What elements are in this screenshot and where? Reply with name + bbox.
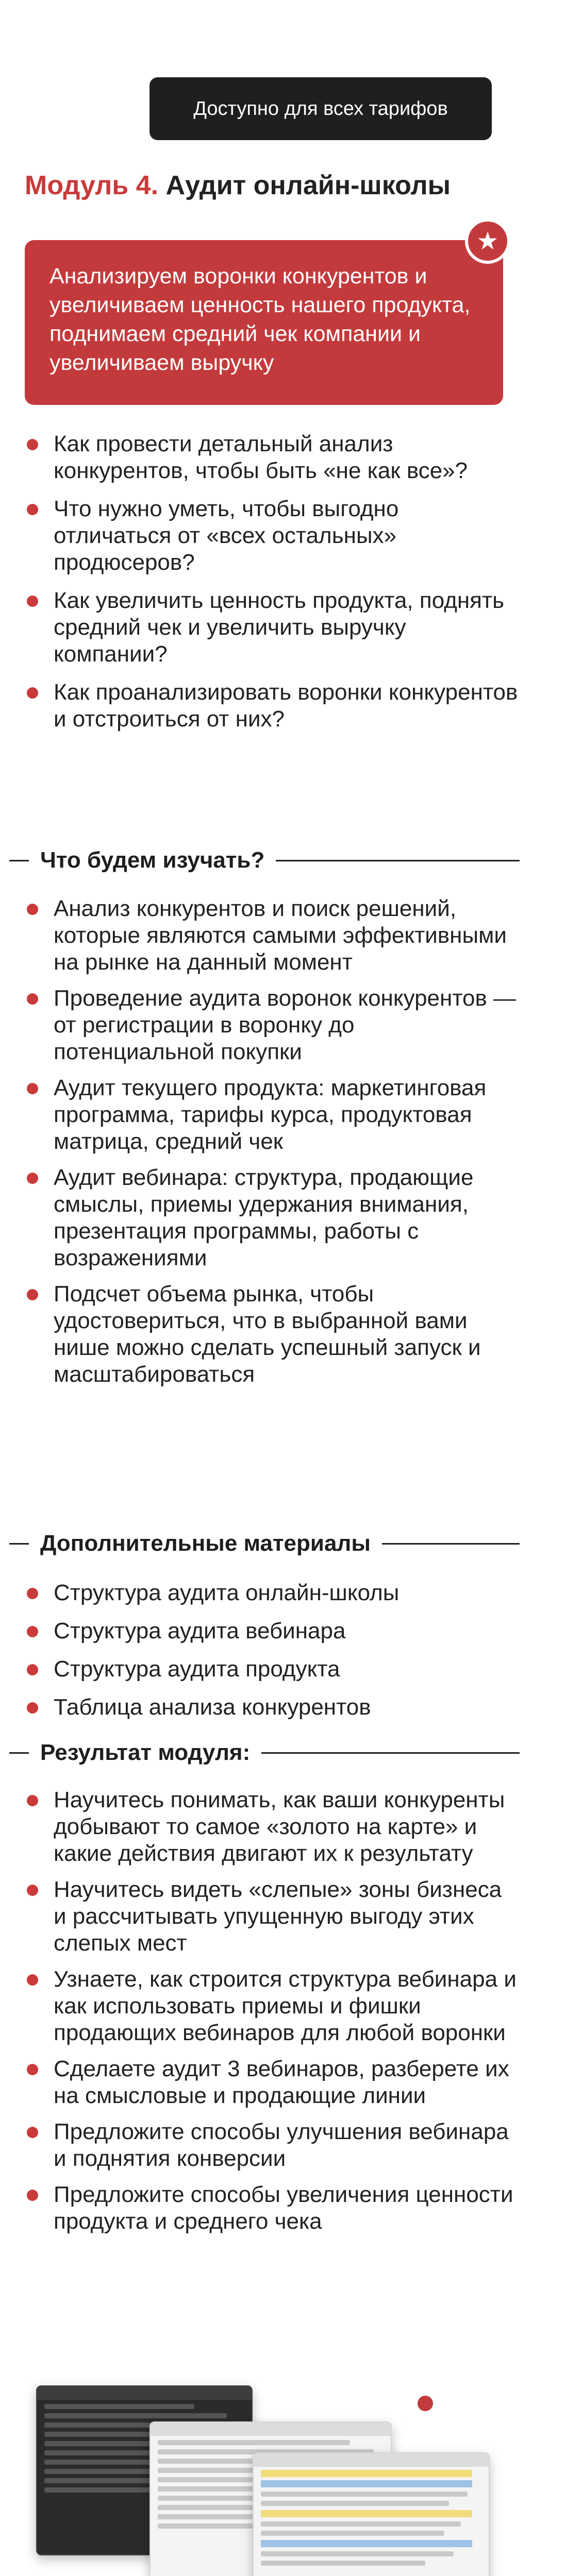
bullet-icon [27, 1588, 38, 1599]
module-name: Аудит онлайн-школы [165, 171, 451, 200]
section-heading-materials [9, 1528, 520, 1559]
bullet-icon [27, 1664, 38, 1675]
list-item: Научитесь видеть «слепые» зоны бизнеса и рассчитывать упущенную выгоду этих слепых мест [25, 1876, 520, 1957]
bullet-icon [27, 504, 38, 515]
table-preview [253, 2452, 490, 2576]
list-item: Структура аудита вебинара [25, 1618, 520, 1645]
module-summary-text: Анализируем воронки конкурентов и увеличиваем ценность нашего продукта, поднимаем средний чек компании и увеличиваем выручку [49, 264, 471, 375]
list-item: Узнаете, как строится структура вебинара и как использовать приемы и фишки продающих вебинаров для любой воронки [25, 1966, 520, 2046]
bullet-icon [27, 1702, 38, 1714]
divider [382, 1543, 520, 1545]
bullet-icon [27, 2064, 38, 2075]
list-item: Предложите способы улучшения вебинара и поднятия конверсии [25, 2119, 520, 2172]
section-heading-result [9, 1737, 520, 1768]
star-icon: ★ [465, 218, 510, 264]
divider [261, 1752, 520, 1754]
list-item: Таблица анализа конкурентов [25, 1694, 520, 1721]
bullet-icon [27, 1173, 38, 1184]
materials-preview-illustration [36, 2375, 500, 2576]
list-item: Структура аудита продукта [25, 1656, 520, 1683]
section-title: Дополнительные материалы [40, 1531, 371, 1556]
questions-list [25, 431, 520, 733]
divider [9, 860, 29, 861]
list-item: Сделаете аудит 3 вебинаров, разберете их на смысловые и продающие линии [25, 2056, 520, 2109]
bullet-icon [27, 2127, 38, 2138]
list-item: Подсчет объема рынка, чтобы удостовериться, что в выбранной вами нише можно сделать успешный запуск и масштабироваться [25, 1281, 520, 1388]
bullet-icon [27, 2190, 38, 2201]
bullet-icon [27, 596, 38, 607]
materials-list [25, 1580, 520, 1721]
section-heading-study [9, 845, 520, 876]
module-title [25, 170, 451, 201]
list-item: Как проанализировать воронки конкурентов и отстроиться от них? [25, 679, 520, 733]
result-list [25, 1787, 520, 2235]
bullet-icon [27, 1083, 38, 1094]
bullet-icon [27, 1795, 38, 1806]
list-item: Анализ конкурентов и поиск решений, которые являются самыми эффективными на рынке на данный момент [25, 895, 520, 976]
bullet-icon [27, 904, 38, 915]
divider [9, 1752, 29, 1754]
list-item: Проведение аудита воронок конкурентов — от регистрации в воронку до потенциальной покупки [25, 985, 520, 1065]
list-item: Как увеличить ценность продукта, поднять средний чек и увеличить выручку компании? [25, 587, 520, 668]
bullet-icon [27, 687, 38, 699]
list-item: Научитесь понимать, как ваши конкуренты добывают то самое «золото на карте» и какие действия двигают их к результату [25, 1787, 520, 1867]
bullet-icon [27, 1885, 38, 1896]
section-title: Что будем изучать? [40, 848, 265, 873]
list-item: Аудит текущего продукта: маркетинговая программа, тарифы курса, продуктовая матрица, средний чек [25, 1075, 520, 1155]
bullet-icon [27, 439, 38, 450]
list-item: Что нужно уметь, чтобы выгодно отличаться от «всех остальных» продюсеров? [25, 496, 520, 576]
list-item: Структура аудита онлайн-школы [25, 1580, 520, 1606]
bullet-icon [27, 1974, 38, 1986]
section-title: Результат модуля: [40, 1740, 251, 1765]
decor-circle [418, 2396, 433, 2411]
bullet-icon [27, 1289, 38, 1300]
study-list [25, 895, 520, 1388]
module-summary-card [25, 240, 503, 405]
bullet-icon [27, 993, 38, 1005]
divider [9, 1543, 29, 1545]
list-item: Предложите способы увеличения ценности продукта и среднего чека [25, 2181, 520, 2235]
module-number: Модуль 4. [25, 171, 159, 200]
list-item: Как провести детальный анализ конкурентов, чтобы быть «не как все»? [25, 431, 520, 484]
tariff-badge: Доступно для всех тарифов [149, 77, 492, 140]
bullet-icon [27, 1626, 38, 1637]
list-item: Аудит вебинара: структура, продающие смыслы, приемы удержания внимания, презентация программы, работы с возражениями [25, 1164, 520, 1272]
divider [276, 860, 520, 861]
